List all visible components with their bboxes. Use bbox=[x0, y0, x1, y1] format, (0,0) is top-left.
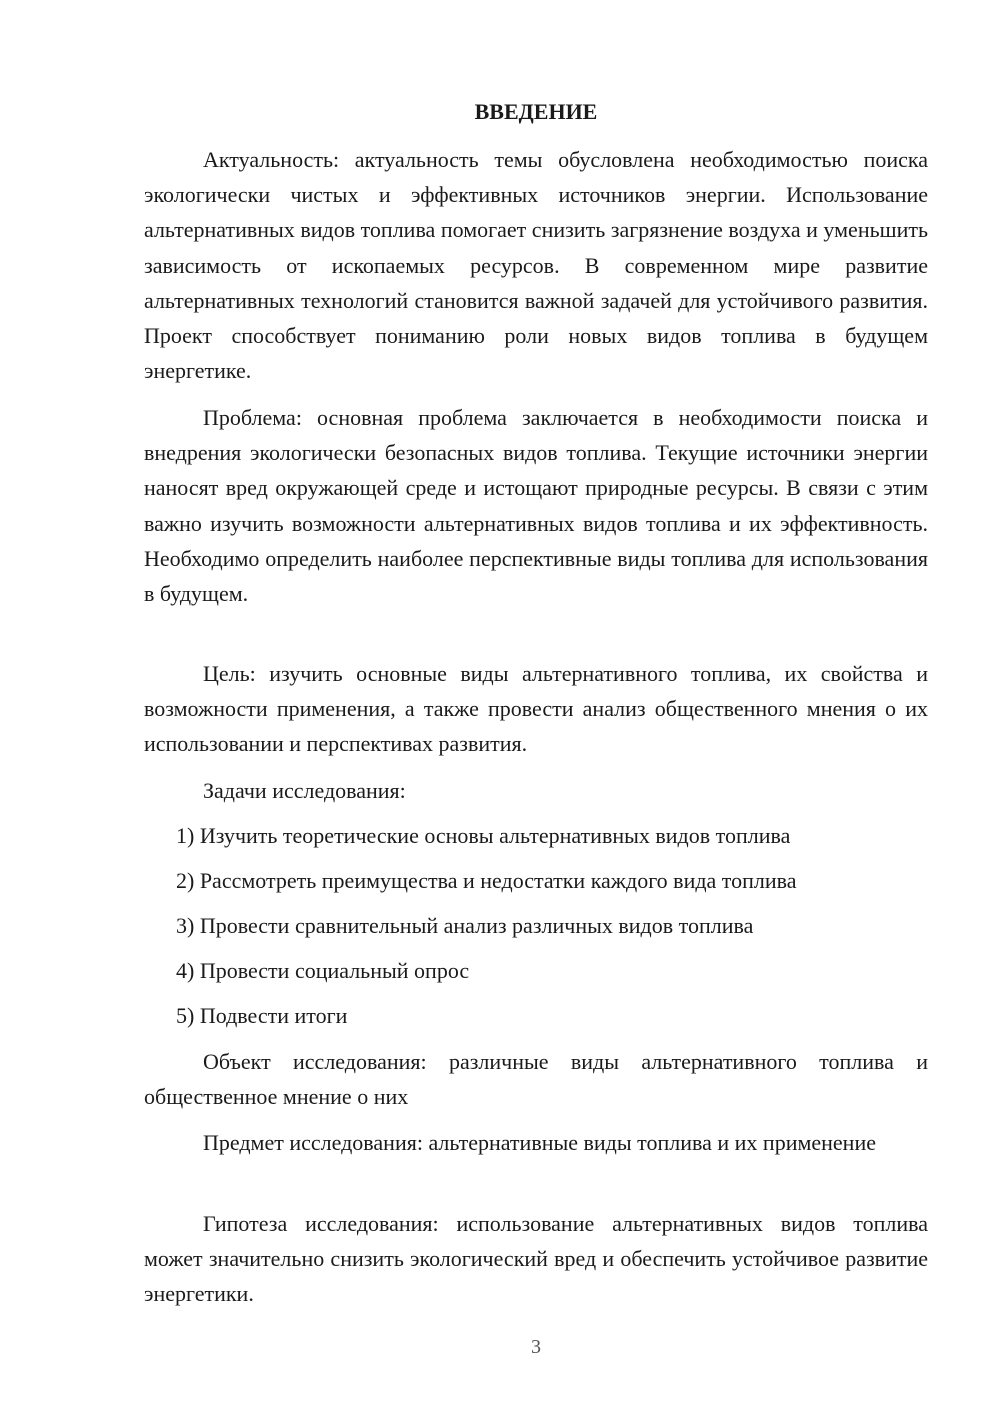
page-title: ВВЕДЕНИЕ bbox=[474, 99, 598, 124]
subject-paragraph: Предмет исследования: альтернативные виды топлива и их применение bbox=[203, 1130, 876, 1155]
problem-paragraph: Проблема: основная проблема заключается в необходимости поиска и внедрения экологически безопасных видов топлива. Текущие источники энергии наносят вред окружающей среде и истощают природные ресурсы. В связи с этим важно изучить возможности альтернативных видов топлива и их эффективность. Необходимо определить наиболее перспективные виды топлива для использования в будущем. bbox=[144, 405, 928, 607]
tasks-heading: Задачи исследования: bbox=[203, 778, 406, 803]
hypothesis-paragraph: Гипотеза исследования: использование альтернативных видов топлива может значительно снизить экологический вред и обеспечить устойчивое развитие энергетики. bbox=[144, 1211, 928, 1307]
task-item-5: 5) Подвести итоги bbox=[176, 1003, 348, 1028]
task-item-4: 4) Провести социальный опрос bbox=[176, 958, 470, 983]
task-item-2: 2) Рассмотреть преимущества и недостатки каждого вида топлива bbox=[176, 868, 797, 893]
task-item-3: 3) Провести сравнительный анализ различных видов топлива bbox=[176, 913, 754, 938]
object-paragraph: Объект исследования: различные виды альтернативного топлива и общественное мнение о них bbox=[144, 1049, 928, 1110]
page-number: 3 bbox=[531, 1336, 541, 1358]
relevance-paragraph: Актуальность: актуальность темы обусловлена необходимостью поиска экологически чистых и эффективных источников энергии. Использование альтернативных видов топлива помогает снизить загрязнение воздуха и уменьшить зависимость от ископаемых ресурсов. В современном мире развитие альтернативных технологий становится важной задачей для устойчивого развития. Проект способствует пониманию роли новых видов топлива в будущем энергетике. bbox=[144, 147, 928, 384]
task-item-1: 1) Изучить теоретические основы альтернативных видов топлива bbox=[176, 823, 791, 848]
goal-paragraph: Цель: изучить основные виды альтернативного топлива, их свойства и возможности применения, а также провести анализ общественного мнения о их использовании и перспективах развития. bbox=[144, 661, 928, 757]
document-page bbox=[144, 0, 928, 1414]
